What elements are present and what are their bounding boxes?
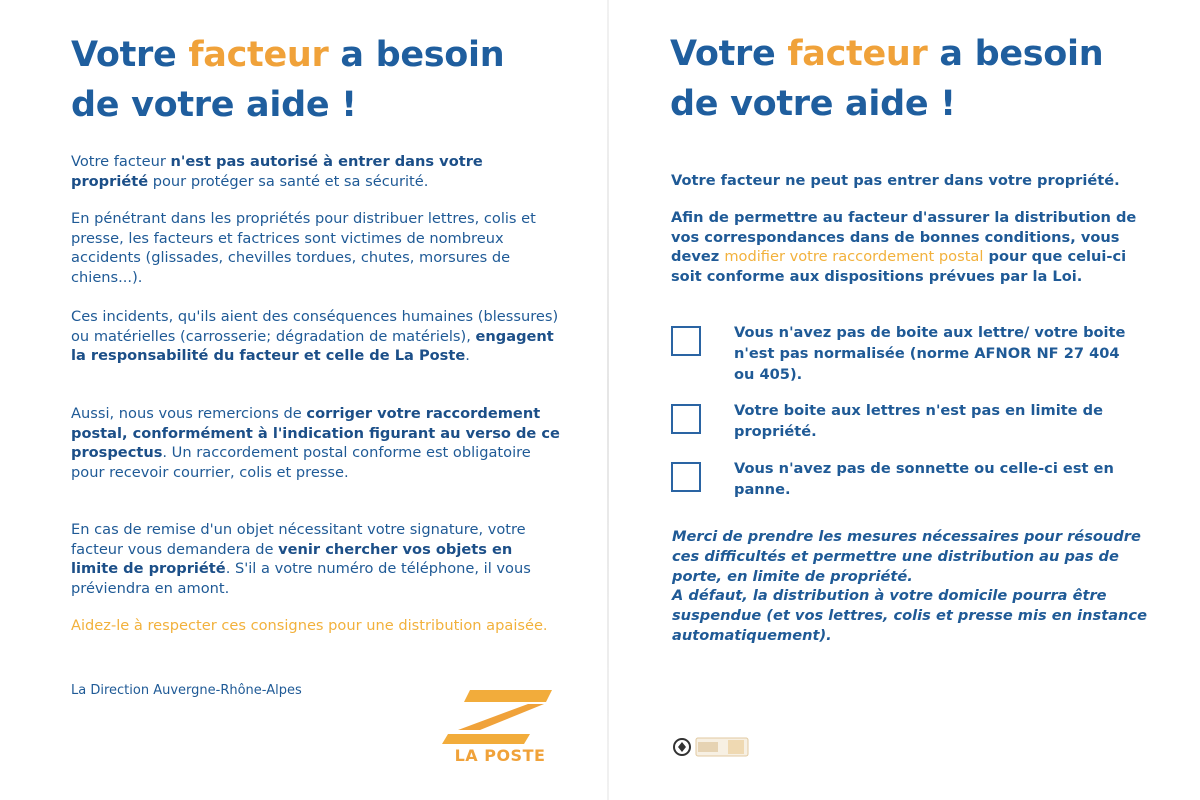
- paragraph-accidents: En pénétrant dans les propriétés pour distribuer lettres, colis et presse, les facteurs et factrices sont victimes de nombreux accidents (glissades, chevilles tordues, chutes, morsures de chiens...).: [71, 210, 536, 286]
- checkbox-doorbell[interactable]: [671, 462, 701, 492]
- paragraph-no-entry: Votre facteur ne peut pas entrer dans votre propriété.: [671, 172, 1120, 189]
- la-poste-wordmark: LA POSTE: [454, 746, 546, 765]
- title-accent: facteur: [188, 35, 329, 75]
- la-poste-bird-icon: [440, 688, 560, 748]
- checklist-label: Vous n'avez pas de boite aux lettre/ votre boite n'est pas normalisée (norme AFNOR NF 27 404 ou 405).: [734, 324, 1126, 383]
- paragraph-authorization: Votre facteur n'est pas autorisé à entrer dans votre propriété pour protéger sa santé et sa sécurité.: [71, 153, 483, 190]
- checkbox-mailbox[interactable]: [671, 326, 701, 356]
- right-panel: [610, 0, 1200, 800]
- paragraph-signature-pickup: En cas de remise d'un objet nécessitant votre signature, votre facteur vous demandera de venir chercher vos objets en limite de propriété. S'il a votre numéro de téléphone, il vous préviendra en amont.: [71, 521, 531, 597]
- paragraph-responsibility: Ces incidents, qu'ils aient des conséquences humaines (blessures) ou matérielles (carrosserie; dégradation de matériels), engagent la responsabilité du facteur et celle de La Poste.: [71, 308, 559, 365]
- title-accent: facteur: [787, 34, 928, 74]
- paragraph-modify-connection: Afin de permettre au facteur d'assurer la distribution de vos correspondances dans de bonnes conditions, vous devez modifier votre raccordement postal pour que celui-ci soit conforme aux dispositions prévues par la Loi.: [671, 209, 1137, 285]
- paragraph-call-to-action: Aidez-le à respecter ces consignes pour une distribution apaisée.: [71, 617, 548, 634]
- paragraph-correction: Aussi, nous vous remercions de corriger votre raccordement postal, conformément à l'indication figurant au verso de ce prospectus. Un raccordement postal conforme est obligatoire pour recevoir courrier, colis et presse.: [71, 405, 560, 481]
- right-title: Votre facteur a besoin de votre aide !: [670, 34, 1104, 124]
- paragraph-closing: Merci de prendre les mesures nécessaires pour résoudre ces difficultés et permettre une distribution au pas de porte, en limite de propriété. A défaut, la distribution à votre domicile pourra être suspendue (et vos lettres, colis et presse mis en instance automatiquement).: [672, 528, 1147, 644]
- la-poste-logo: [440, 688, 560, 770]
- checklist-label: Vous n'avez pas de sonnette ou celle-ci est en panne.: [734, 460, 1114, 498]
- page-fold: [607, 0, 609, 800]
- signature: La Direction Auvergne-Rhône-Alpes: [71, 683, 302, 698]
- footer-logos: [672, 735, 752, 759]
- recycle-logo-icon: [672, 735, 752, 759]
- checklist-label: Votre boite aux lettres n'est pas en limite de propriété.: [734, 402, 1103, 440]
- left-title: Votre facteur a besoin de votre aide !: [71, 35, 505, 125]
- checkbox-property-limit[interactable]: [671, 404, 701, 434]
